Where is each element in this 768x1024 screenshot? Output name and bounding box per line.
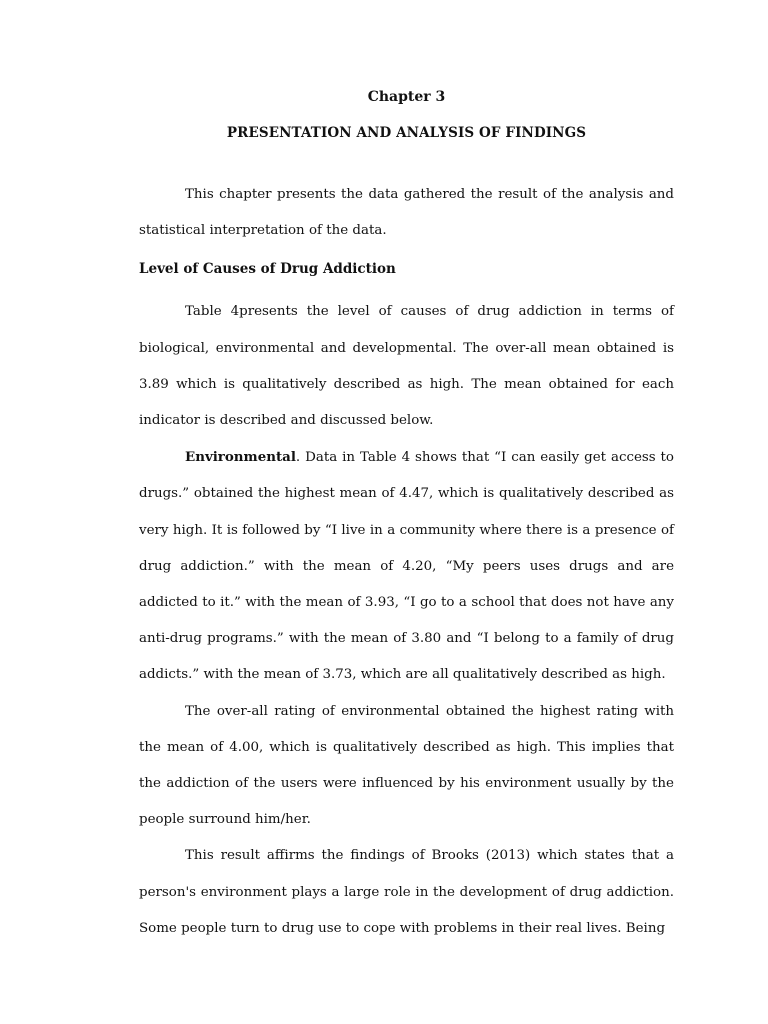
overall-paragraph: The over-all rating of environmental obtained the highest rating with the mean of 4.00, which is qualitatively described as high. This implies that the addiction of the users were influenced by his environment usually by the people surround him/her.: [139, 703, 674, 828]
table-paragraph: Table 4presents the level of causes of drug addiction in terms of biological, environmental and developmental. The over-all mean obtained is 3.89 which is qualitatively described as high. The mean obtained for each indicator is described and discussed below.: [139, 304, 674, 429]
section-title: PRESENTATION AND ANALYSIS OF FINDINGS: [226, 125, 587, 141]
environmental-paragraph: [139, 439, 674, 693]
intro-paragraph: This chapter presents the data gathered the result of the analysis and statistical interpretation of the data.: [139, 187, 674, 239]
chapter-heading: Chapter 3: [367, 89, 446, 105]
subheading-causes: Level of Causes of Drug Addiction: [139, 261, 396, 278]
environmental-body: . Data in Table 4 shows that “I can easily get access to drugs.” obtained the highest mean of 4.47, which is qualitatively described as very high. It is followed by “I live in a community where there is a presence of drug addiction.” with the mean of 4.20, “My peers uses drugs and are addicted to it.” with the mean of 3.93, “I go to a school that does not have any anti-drug programs.” with the mean of 3.80 and “I belong to a family of drug addicts.” with the mean of 3.73, which are all qualitatively described as high.: [139, 450, 674, 683]
environmental-lead: Environmental: [185, 449, 296, 466]
brooks-paragraph: This result affirms the findings of Brooks (2013) which states that a person's environment plays a large role in the development of drug addiction. Some people turn to drug use to cope with problems in their real lives. Being: [139, 848, 674, 936]
